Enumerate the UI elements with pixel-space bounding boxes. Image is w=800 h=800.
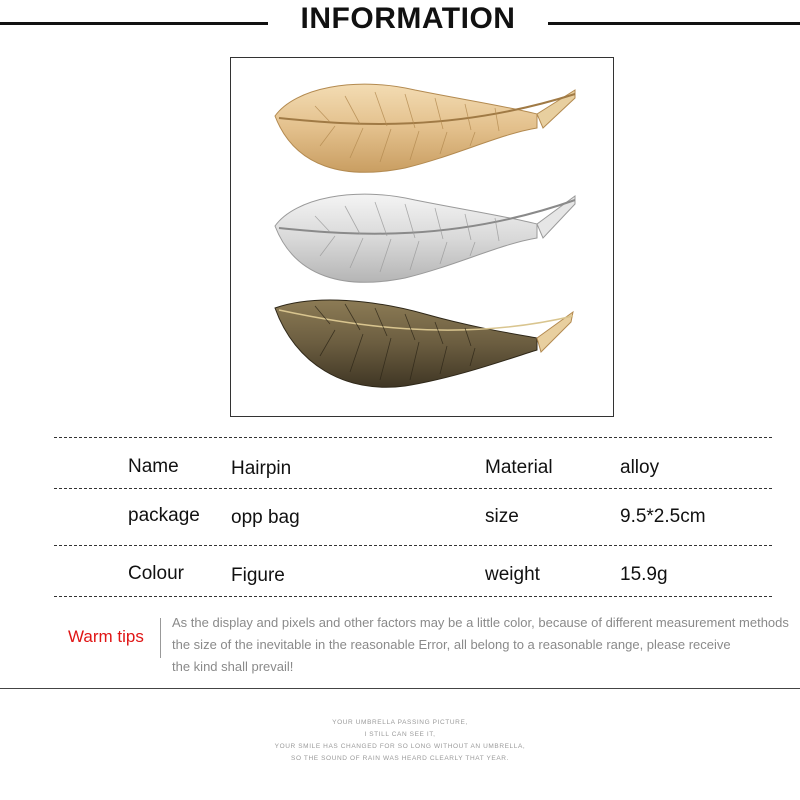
footer-line-4: SO THE SOUND OF RAIN WAS HEARD CLEARLY THAT YEAR. — [291, 755, 509, 762]
product-image-frame — [230, 57, 614, 417]
spec-label-material: Material — [485, 457, 553, 478]
spec-value-package: opp bag — [231, 507, 300, 528]
silver-feather-hairpin — [275, 194, 575, 282]
spec-value-name: Hairpin — [231, 458, 292, 479]
page-title: INFORMATION — [300, 2, 516, 35]
footer-line-2: I STILL CAN SEE IT, — [364, 731, 436, 738]
header-rule-left — [0, 22, 268, 25]
spec-label-colour: Colour — [128, 563, 184, 584]
warm-tips-line-3: the kind shall prevail! — [172, 659, 294, 674]
table-divider — [54, 437, 772, 438]
header-rule-right — [548, 22, 800, 25]
warm-tips-line-2: the size of the inevitable in the reasonable Error, all belong to a reasonable range, please receive — [172, 637, 731, 652]
section-divider — [0, 688, 800, 689]
table-divider — [54, 596, 772, 597]
warm-tips-label: Warm tips — [68, 627, 144, 646]
spec-label-weight: weight — [485, 564, 540, 585]
warm-tips-line-1: As the display and pixels and other factors may be a little color, because of different measurement methods — [172, 615, 789, 630]
table-divider — [54, 488, 772, 489]
table-divider — [54, 545, 772, 546]
spec-value-size: 9.5*2.5cm — [620, 506, 706, 527]
spec-label-size: size — [485, 506, 519, 527]
footer-line-1: YOUR UMBRELLA PASSING PICTURE, — [332, 719, 468, 726]
spec-label-name: Name — [128, 456, 179, 477]
spec-value-material: alloy — [620, 457, 660, 478]
footer-line-3: YOUR SMILE HAS CHANGED FOR SO LONG WITHOUT AN UMBRELLA, — [274, 743, 526, 750]
spec-value-colour: Figure — [231, 565, 285, 586]
spec-value-weight: 15.9g — [620, 564, 668, 585]
spec-label-package: package — [128, 505, 200, 526]
warm-tips-separator — [160, 618, 161, 658]
gold-feather-hairpin — [275, 84, 575, 172]
bronze-feather-hairpin — [275, 300, 573, 387]
feather-hairpins-illustration — [231, 58, 615, 418]
